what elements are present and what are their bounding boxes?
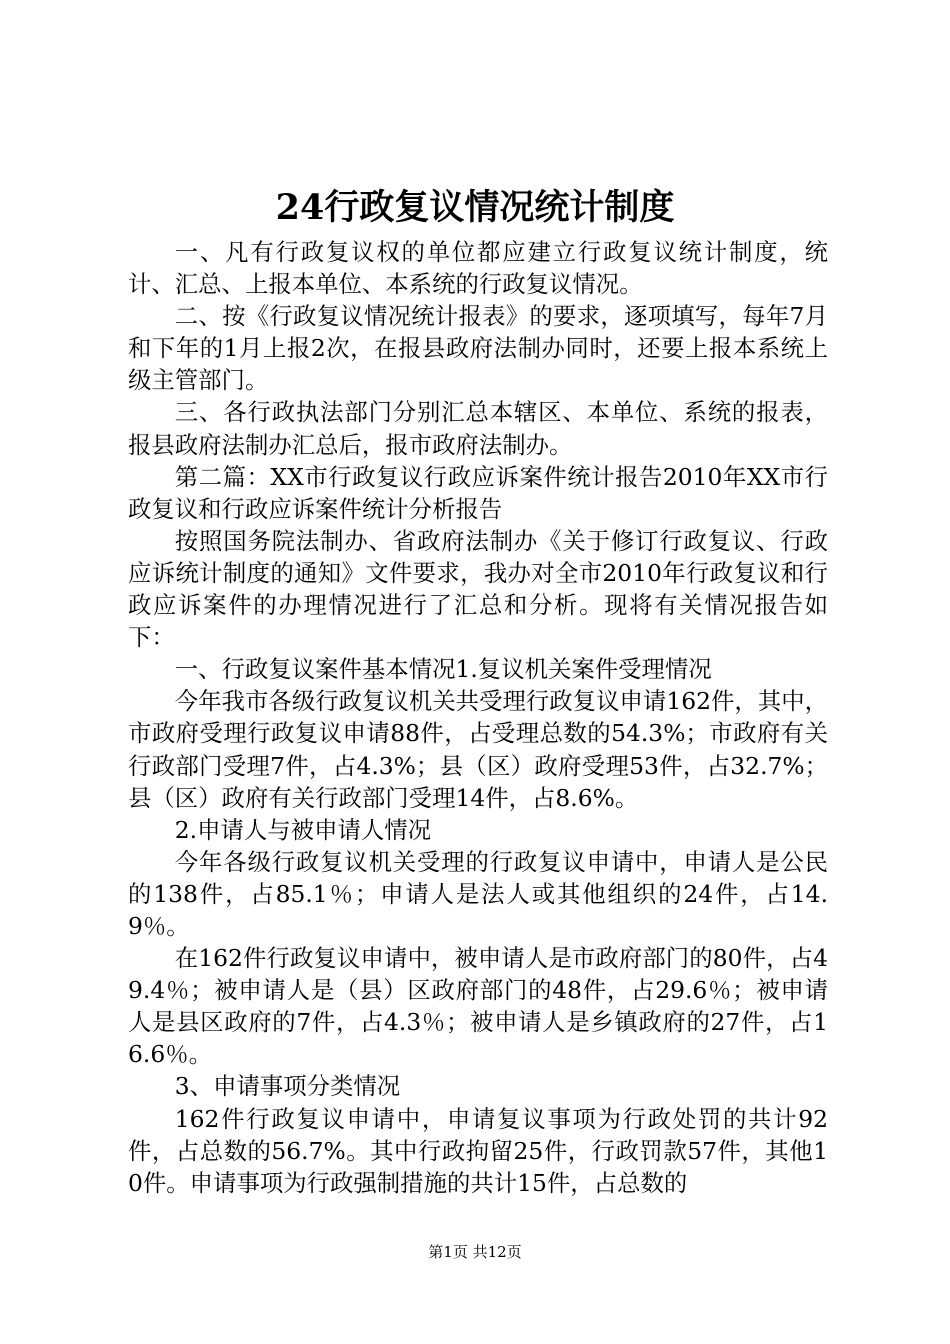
paragraph: 按照国务院法制办、省政府法制办《关于修订行政复议、行政应诉统计制度的通知》文件要求，我办对全市2010年行政复议和行政应诉案件的办理情况进行了汇总和分析。现将有关情况报告如下： (128, 526, 828, 652)
paragraph: 在162件行政复议申请中，被申请人是市政府部门的80件，占49.4％；被申请人是（县）区政府部门的48件，占29.6％；被申请人是县区政府的7件，占4.3％；被申请人是乡镇政府的27件，占16.6％。 (128, 944, 828, 1069)
paragraph: 一、凡有行政复议权的单位都应建立行政复议统计制度，统计、汇总、上报本单位、本系统的行政复议情况。 (128, 238, 828, 299)
paragraph: 今年我市各级行政复议机关共受理行政复议申请162件，其中，市政府受理行政复议申请88件，占受理总数的54.3%；市政府有关行政部门受理7件，占4.3%；县（区）政府受理53件，占32.7%；县（区）政府有关行政部门受理14件，占8.6%。 (128, 687, 828, 812)
page-footer (0, 1242, 950, 1262)
document-body (128, 236, 828, 1199)
page-indicator: 第1页 共12页 (428, 1243, 522, 1261)
paragraph: 今年各级行政复议机关受理的行政复议申请中，申请人是公民的138件，占85.1％；申请人是法人或其他组织的24件，占14.9％。 (128, 847, 828, 940)
paragraph: 二、按《行政复议情况统计报表》的要求，逐项填写，每年7月和下年的1月上报2次，在报县政府法制办同时，还要上报本系统上级主管部门。 (128, 302, 828, 395)
paragraph: 三、各行政执法部门分别汇总本辖区、本单位、系统的报表，报县政府法制办汇总后，报市政府法制办。 (128, 398, 828, 459)
paragraph: 162件行政复议申请中，申请复议事项为行政处罚的共计92件，占总数的56.7%。其中行政拘留25件，行政罚款57件，其他10件。申请事项为行政强制措施的共计15件，占总数的 (128, 1104, 828, 1197)
section-heading: 一、行政复议案件基本情况1.复议机关案件受理情况 (174, 655, 712, 684)
section-heading: 3、申请事项分类情况 (174, 1072, 401, 1101)
paragraph: 第二篇：XX市行政复议行政应诉案件统计报告2010年XX市行政复议和行政应诉案件统计分析报告 (128, 462, 828, 523)
section-heading: 2.申请人与被申请人情况 (174, 815, 432, 844)
document-title: 24行政复议情况统计制度 (275, 187, 675, 228)
